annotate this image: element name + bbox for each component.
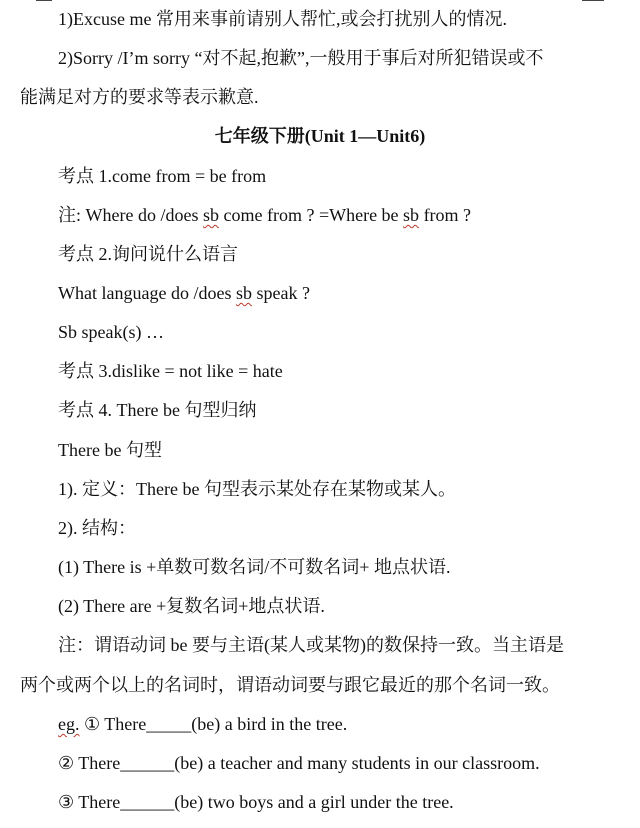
top-border-left [36,0,52,1]
eg-label: eg. [58,714,80,734]
example-line-1 [58,705,622,744]
sb-word: sb [403,205,420,225]
sb-word: sb [202,205,219,225]
text-line-2: 2)Sorry /I’m sorry “对不起,抱歉”,一般用于事后对所犯错误或不 [58,48,544,68]
note-text-pre: 注: Where do /does [58,205,203,225]
text-line-1: 1)Excuse me 常用来事前请别人帮忙,或会打扰别人的情况. [58,9,507,29]
structure-heading: 2). 结构： [58,518,136,538]
point-2-heading: 考点 2.询问说什么语言 [58,244,238,264]
example-line-2: ② There______(be) a teacher and many students in our classroom. [58,753,540,773]
question-post: speak ? [251,283,310,303]
question-language [58,274,622,313]
section-title: 七年级下册(Unit 1—Unit6) [214,126,426,146]
note-text-mid: come from ? =Where be [218,205,404,225]
note-line-2: 两个或两个以上的名词时，谓语动词要与跟它最近的那个名词一致。 [20,675,560,695]
point-3-heading: 考点 3.dislike = not like = hate [58,361,283,381]
definition-line: 1). 定义：There be 句型表示某处存在某物或某人。 [58,479,456,499]
example-line-3: ③ There______(be) two boys and a girl under the tree. [58,792,454,812]
note-line-where-from [58,196,622,235]
note-text-post: from ? [419,205,472,225]
sb-word: sb [235,283,252,303]
question-pre: What language do /does [58,283,236,303]
structure-item-2: (2) There are +复数名词+地点状语. [58,596,325,616]
structure-item-1: (1) There is +单数可数名词/不可数名词+ 地点状语. [58,557,451,577]
point-4-heading: 考点 4. There be 句型归纳 [58,400,257,420]
there-be-subheading: There be 句型 [58,440,162,460]
point-1-heading: 考点 1.come from = be from [58,166,267,186]
answer-language: Sb speak(s) … [58,322,164,342]
example-text-1: ① There_____(be) a bird in the tree. [79,714,348,734]
text-line-3: 能满足对方的要求等表示歉意. [20,87,259,107]
note-line-1: 注：谓语动词 be 要与主语(某人或某物)的数保持一致。当主语是 [58,635,564,655]
